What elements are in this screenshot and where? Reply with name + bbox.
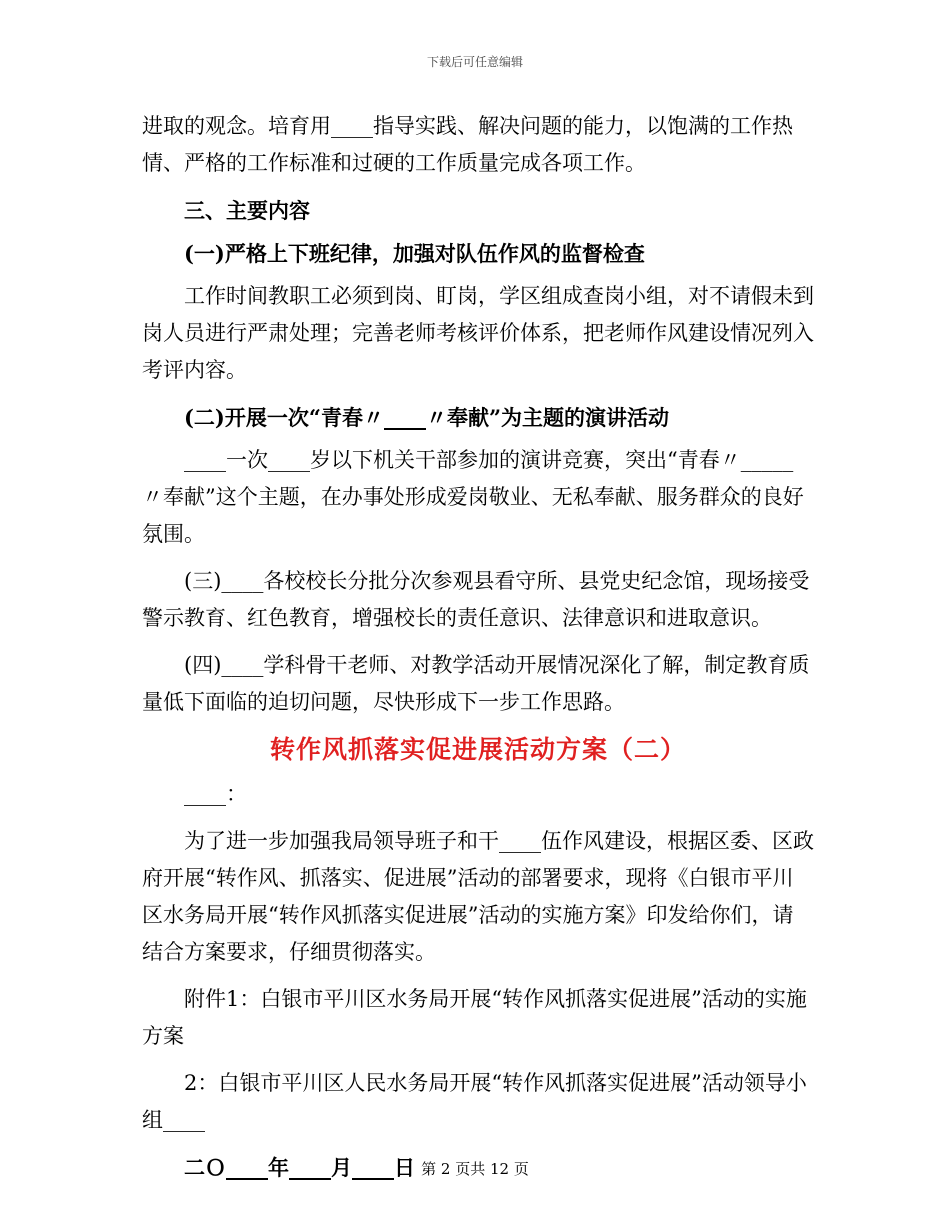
page-footer: 第 2 页共 12 页 [421, 1160, 529, 1178]
document-body [142, 108, 814, 1192]
salutation: ____： [184, 782, 247, 806]
attachment-1: 附件1：白银市平川区水务局开展“转作风抓落实促进展”活动的实施方案 [142, 987, 807, 1048]
section-heading-main-content: 三、主要内容 [184, 198, 310, 223]
paragraph-teachers: (四)____学科骨干老师、对教学活动开展情况深化了解，制定教育质量低下面临的迫切问题，尽快形成下一步工作思路。 [142, 653, 810, 714]
subheading-speech-activity: (二)开展一次“青春〃____〃奉献”为主题的演讲活动 [184, 405, 670, 430]
paragraph-speech-activity: ____一次____岁以下机关干部参加的演讲竞赛，突出“青春〃_____〃奉献”这个主题，在办事处形成爱岗敬业、无私奉献、服务群众的良好氛围。 [142, 448, 804, 546]
document-title-2: 转作风抓落实促进展活动方案（二） [269, 735, 686, 764]
paragraph-discipline: 工作时间教职工必须到岗、盯岗，学区组成查岗小组，对不请假未到岗人员进行严肃处理；完善老师考核评价体系，把老师作风建设情况列入考评内容。 [142, 284, 814, 382]
paragraph-intro: 进取的观念。培育用____指导实践、解决问题的能力，以饱满的工作热情、严格的工作标准和过硬的工作质量完成各项工作。 [142, 114, 793, 175]
paragraph-visit: (三)____各校校长分批分次参观县看守所、县党史纪念馆，现场接受警示教育、红色教育，增强校长的责任意识、法律意识和进取意识。 [142, 569, 810, 630]
attachment-2: 2：白银市平川区人民水务局开展“转作风抓落实促进展”活动领导小组____ [142, 1071, 807, 1132]
subheading-discipline: (一)严格上下班纪律，加强对队伍作风的监督检查 [184, 241, 645, 266]
page-header: 下载后可任意编辑 [426, 55, 523, 69]
date-line: 二Ｏ____年____月____日 [184, 1155, 415, 1180]
paragraph-notice: 为了进一步加强我局领导班子和干____伍作风建设，根据区委、区政府开展“转作风、抓落实、促进展”活动的部署要求，现将《白银市平川区水务局开展“转作风抓落实促进展”活动的实施方案》印发给你们，请结合方案要求，仔细贯彻落实。 [142, 829, 814, 964]
